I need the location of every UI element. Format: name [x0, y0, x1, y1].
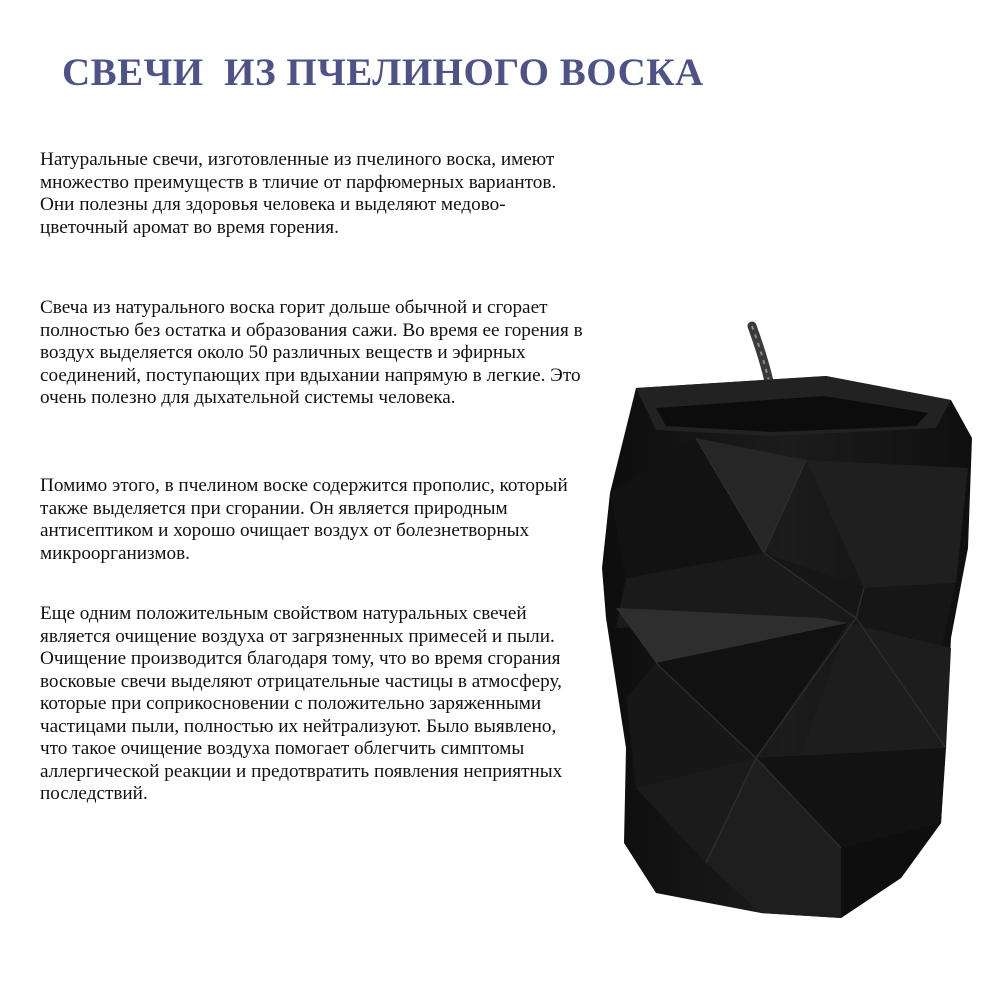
black-faceted-candle-icon [596, 318, 980, 928]
paragraph-2: Свеча из натурального воска горит дольше обычной и сгорает полностью без остатка и образования сажи. Во время ее горения в воздух выделяется около 50 различных веществ и эфирных соединений, поступающих при вдыхании напрямую в легкие. Это очень полезно для дыхательной системы человека. [40, 297, 583, 408]
paragraph-3: Помимо этого, в пчелином воске содержится прополис, который также выделяется при сгорании. Он является природным антисептиком и хорошо очищает воздух от болезнетворных микроорганизмов. [40, 475, 568, 564]
page-title: СВЕЧИ ИЗ ПЧЕЛИНОГО ВОСКА [62, 51, 704, 94]
paragraph-1: Натуральные свечи, изготовленные из пчелиного воска, имеют множество преимуществ в тличие от парфюмерных вариантов. Они полезны для здоровья человека и выделяют медово-цветочный аромат во время горения. [40, 149, 557, 238]
candle-image [596, 318, 980, 928]
paragraph-4: Еще одним положительным свойством натуральных свечей является очищение воздуха от загрязненных примесей и пыли. Очищение производится благодаря тому, что во время сгорания восковые свечи выделяют отрицательные частицы в атмосферу, которые при соприкосновении с положительно заряженными частицами пыли, полностью их нейтрализуют. Было выявлено, что такое очищение воздуха помогает облегчить симптомы аллергической реакции и предотвратить появления неприятных последствий. [40, 603, 563, 804]
